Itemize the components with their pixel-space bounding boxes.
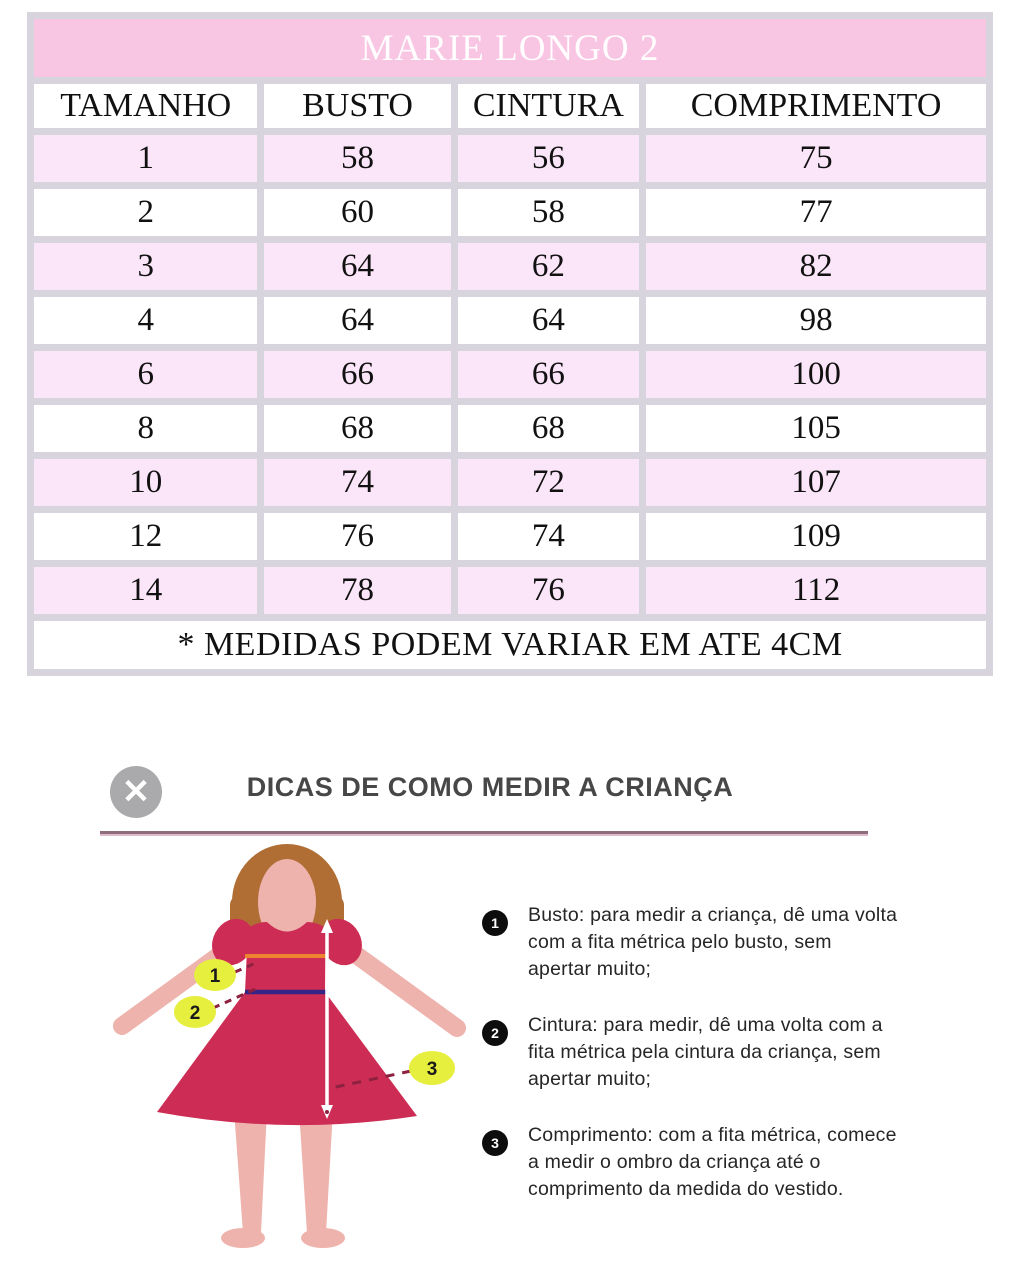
table-cell: 75 [646,135,986,182]
foot-right [301,1228,345,1248]
table-cell: 3 [34,243,257,290]
badge-2-label: 2 [189,1003,201,1024]
tips-title: DICAS DE COMO MEDIR A CRIANÇA [246,772,734,802]
table-cell: 58 [264,135,450,182]
table-cell: 62 [458,243,640,290]
table-row [34,189,986,236]
table-cell: 78 [264,567,450,614]
table-row [34,297,986,344]
table-cell: 72 [458,459,640,506]
table-cell: 105 [646,405,986,452]
col-header-cintura: CINTURA [458,84,640,128]
table-cell: 66 [458,351,640,398]
table-cell: 66 [264,351,450,398]
table-row [34,243,986,290]
table-cell: 98 [646,297,986,344]
table-cell: 68 [458,405,640,452]
close-icon[interactable]: ✕ [110,766,162,818]
table-cell: 2 [34,189,257,236]
tip-bullet-3: 3 [482,1130,508,1156]
chart-header-row [34,84,986,128]
table-cell: 109 [646,513,986,560]
table-cell: 64 [264,243,450,290]
table-row [34,351,986,398]
table-cell: 77 [646,189,986,236]
table-cell: 64 [264,297,450,344]
table-cell: 100 [646,351,986,398]
size-chart-table [27,12,993,676]
tips-divider [100,831,868,834]
tip-text-cintura: Cintura: para medir, dê uma volta com a fita métrica pela cintura da criança, sem apertar muito; [528,1014,883,1090]
badge-3-label: 3 [426,1059,438,1080]
table-cell: 74 [264,459,450,506]
leg-left [234,1110,267,1233]
table-cell: 6 [34,351,257,398]
table-row [34,567,986,614]
table-cell: 58 [458,189,640,236]
table-row [34,513,986,560]
size-table-body [34,19,986,614]
chart-note-row [34,621,986,669]
girl-diagram-svg [95,840,485,1260]
table-row [34,135,986,182]
chart-note: * MEDIDAS PODEM VARIAR EM ATE 4CM [34,621,986,669]
table-cell: 10 [34,459,257,506]
tip-text-busto: Busto: para medir a criança, dê uma volta com a fita métrica pelo busto, sem apertar muito; [528,904,898,980]
chart-title: MARIE LONGO 2 [34,19,986,77]
table-cell: 1 [34,135,257,182]
tip-text-comprimento: Comprimento: com a fita métrica, comece a medir o ombro da criança até o comprimento da medida do vestido. [528,1124,897,1200]
col-header-busto: BUSTO [264,84,450,128]
col-header-comprimento: COMPRIMENTO [646,84,986,128]
table-cell: 60 [264,189,450,236]
table-cell: 68 [264,405,450,452]
table-row [34,405,986,452]
size-chart-section [27,12,993,676]
table-cell: 76 [458,567,640,614]
table-cell: 64 [458,297,640,344]
table-cell: 82 [646,243,986,290]
length-arrow-dot [325,1110,329,1114]
table-cell: 14 [34,567,257,614]
table-row [34,459,986,506]
badge-1-label: 1 [209,966,221,987]
col-header-tamanho: TAMANHO [34,84,257,128]
table-cell: 8 [34,405,257,452]
table-cell: 76 [264,513,450,560]
table-cell: 12 [34,513,257,560]
measuring-figure [95,840,485,1260]
tip-bullet-1: 1 [482,910,508,936]
leg-right [299,1110,333,1233]
foot-left [221,1228,265,1248]
table-cell: 4 [34,297,257,344]
table-cell: 107 [646,459,986,506]
tip-bullet-2: 2 [482,1020,508,1046]
chart-title-row [34,19,986,77]
table-cell: 56 [458,135,640,182]
table-cell: 112 [646,567,986,614]
table-cell: 74 [458,513,640,560]
